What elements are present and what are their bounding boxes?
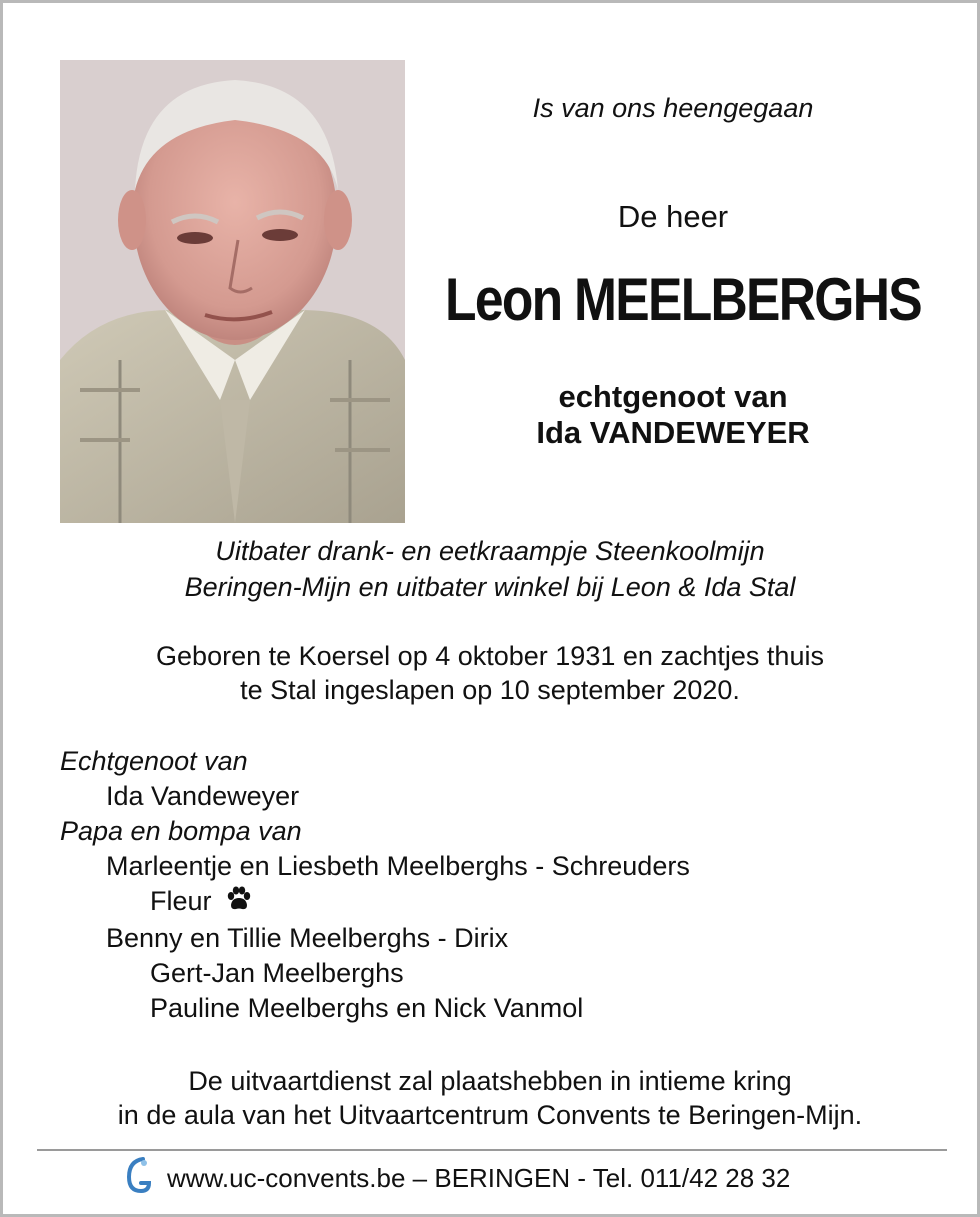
footer-contact: www.uc-convents.be – BERINGEN - Tel. 011/42 28 32 xyxy=(167,1162,791,1193)
funeral-home-logo-icon xyxy=(123,1155,153,1202)
divider xyxy=(37,1149,947,1151)
family-grandchild: Gert-Jan Meelberghs xyxy=(150,958,404,988)
service-line: De uitvaartdienst zal plaatshebben in intieme kring xyxy=(188,1066,792,1096)
occupation-text xyxy=(3,533,977,605)
portrait-photo xyxy=(60,60,405,523)
birth-death-text xyxy=(3,639,977,707)
spouse-label: echtgenoot van xyxy=(558,379,788,414)
paw-icon xyxy=(225,886,253,921)
family-child: Marleentje en Liesbeth Meelberghs - Schreuders xyxy=(106,851,690,881)
born-line: Geboren te Koersel op 4 oktober 1931 en zachtjes thuis xyxy=(156,641,824,671)
family-child: Benny en Tillie Meelberghs - Dirix xyxy=(106,923,509,953)
spouse-block xyxy=(423,379,923,451)
family-grandchild: Fleur xyxy=(150,886,212,916)
deceased-name: Leon MEELBERGHS xyxy=(445,266,921,333)
family-grandchild: Pauline Meelberghs en Nick Vanmol xyxy=(150,993,584,1023)
family-label-spouse: Echtgenoot van xyxy=(60,746,248,776)
family-label-children: Papa en bompa van xyxy=(60,816,302,846)
service-text xyxy=(3,1064,977,1132)
family-list xyxy=(60,744,920,1026)
occupation-line: Uitbater drank- en eetkraampje Steenkoolmijn xyxy=(215,536,765,566)
intro-text: Is van ons heengegaan xyxy=(532,93,814,123)
occupation-line: Beringen-Mijn en uitbater winkel bij Leon & Ida Stal xyxy=(184,572,796,602)
family-grandchild-row xyxy=(60,884,920,921)
born-line: te Stal ingeslapen op 10 september 2020. xyxy=(240,675,740,705)
footer xyxy=(123,1155,790,1201)
service-line: in de aula van het Uitvaartcentrum Convents te Beringen-Mijn. xyxy=(117,1100,863,1130)
family-spouse-name: Ida Vandeweyer xyxy=(106,781,300,811)
honorific: De heer xyxy=(617,199,729,234)
spouse-name: Ida VANDEWEYER xyxy=(536,415,810,450)
